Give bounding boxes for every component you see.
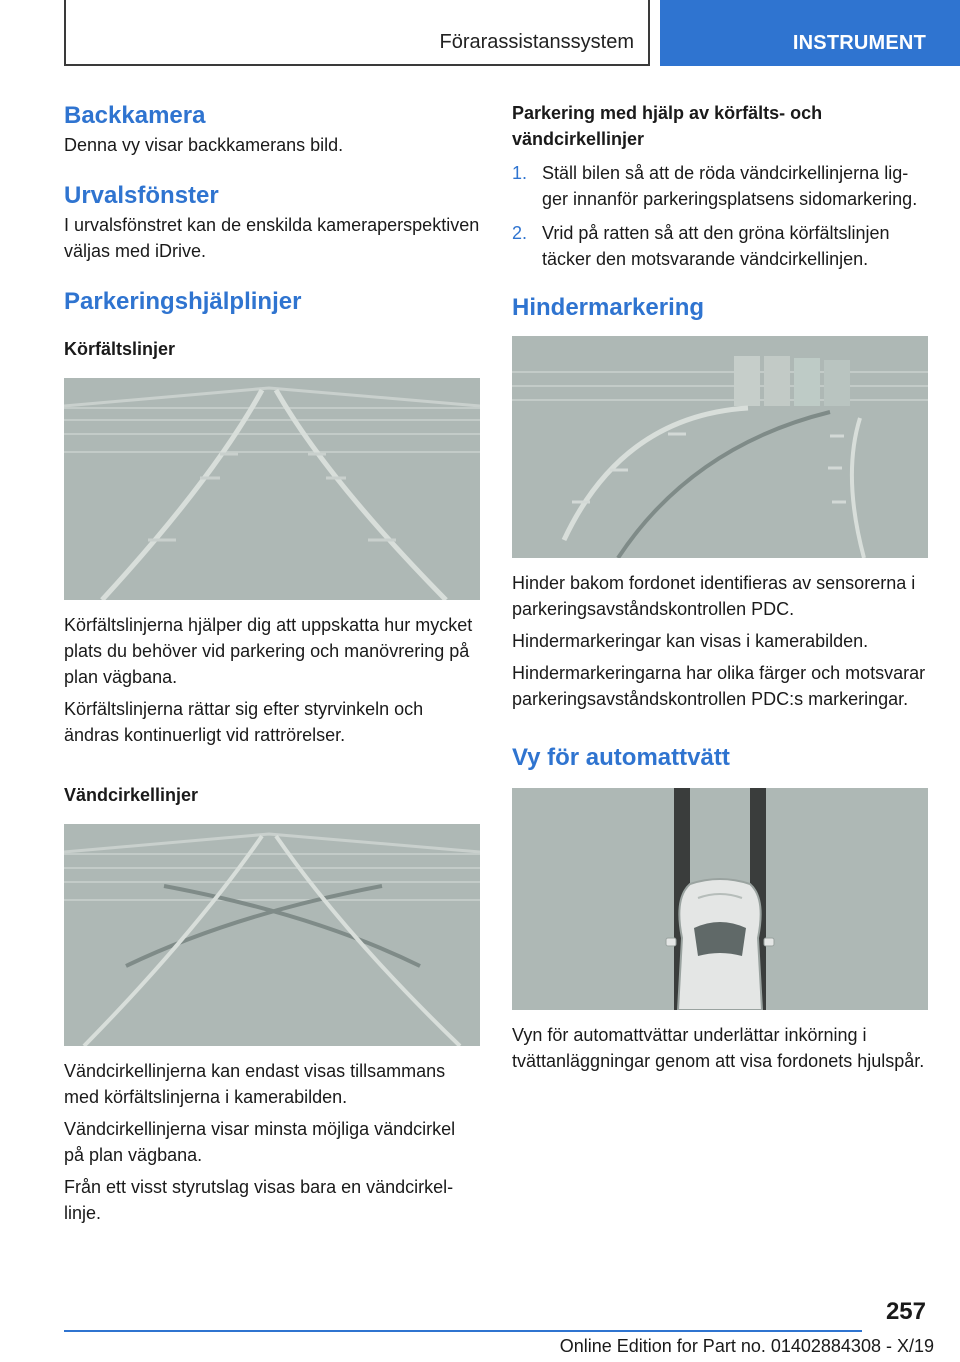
text-backkamera: Denna vy visar backkamerans bild. (64, 135, 344, 155)
text-korfalt-2: Körfältslinjerna rättar sig efter styrvinkeln och ändras kontinuerligt vid rattrörelser. (64, 699, 424, 745)
figure-lane-lines (64, 378, 480, 600)
text-korfalt-1: Körfältslinjerna hjälper dig att uppskatta hur mycket plats du behöver vid parkering och manövrering på plan vägbana. (64, 615, 473, 687)
step-number: 1. (512, 163, 528, 183)
right-column (512, 100, 928, 1074)
figure-obstacle-markers (512, 336, 928, 558)
heading-parkeringshjalplinjer: Parkeringshjälplinjer (64, 288, 302, 315)
footer-edition: Online Edition for Part no. 01402884308 - X/19 (559, 1336, 934, 1356)
parking-steps-list (512, 160, 928, 272)
step-text: Ställ bilen så att de röda vändcirkellinjerna ligger innanför parkeringsplatsens sidomarkering. (542, 163, 918, 209)
step-text: Vrid på ratten så att den gröna körfältslinjen täcker den motsvarande vändcirkellinjen. (542, 223, 890, 269)
page-number: 257 (885, 1298, 926, 1325)
heading-vandcirkellinjer: Vändcirkellinjer (64, 785, 199, 805)
step-item (512, 160, 928, 212)
text-hinder-3: Hindermarkeringarna har olika färger och motsvarar parkeringsavståndskontrollen PDC:s markeringar. (512, 663, 926, 709)
figure-turning-circle-lines (64, 824, 480, 1046)
left-column (64, 100, 480, 1226)
header-section-box (64, 0, 650, 66)
heading-parkering-med-hjalp: Parkering med hjälp av körfälts- och vändcirkellinjer (512, 103, 823, 149)
text-tvatt-1: Vyn för automattvättar underlättar inkörning i tvättanläggningar genom att visa fordonets hjulspår. (512, 1025, 925, 1071)
heading-korfaltslinjer: Körfältslinjer (64, 339, 176, 359)
header-section-title: Förarassistanssystem (439, 31, 634, 53)
header-chapter-title: INSTRUMENT (792, 32, 926, 54)
text-vand-3: Från ett visst styrutslag visas bara en vändcirkellinje. (64, 1177, 454, 1223)
heading-backkamera: Backkamera (64, 102, 206, 129)
header-chapter-tab (660, 0, 960, 66)
heading-urvalsfonster: Urvalsfönster (64, 182, 219, 209)
text-vand-1: Vändcirkellinjerna kan endast visas tillsammans med körfältslinjerna i kamerabilden. (64, 1061, 446, 1107)
text-hinder-1: Hinder bakom fordonet identifieras av sensorerna i parkeringsavståndskontrollen PDC. (512, 573, 916, 619)
figure-car-wash-view (512, 788, 928, 1010)
text-vand-2: Vändcirkellinjerna visar minsta möjliga vändcirkel på plan vägbana. (64, 1119, 456, 1165)
footer-divider (64, 1330, 862, 1332)
step-item (512, 220, 928, 272)
step-number: 2. (512, 223, 528, 243)
text-urvalsfonster: I urvalsfönstret kan de enskilda kameraperspektiven väljas med iDrive. (64, 215, 480, 261)
heading-hindermarkering: Hindermarkering (512, 294, 705, 321)
heading-vy-automattvatt: Vy för automattvätt (512, 744, 730, 771)
text-hinder-2: Hindermarkeringar kan visas i kamerabilden. (512, 631, 869, 651)
